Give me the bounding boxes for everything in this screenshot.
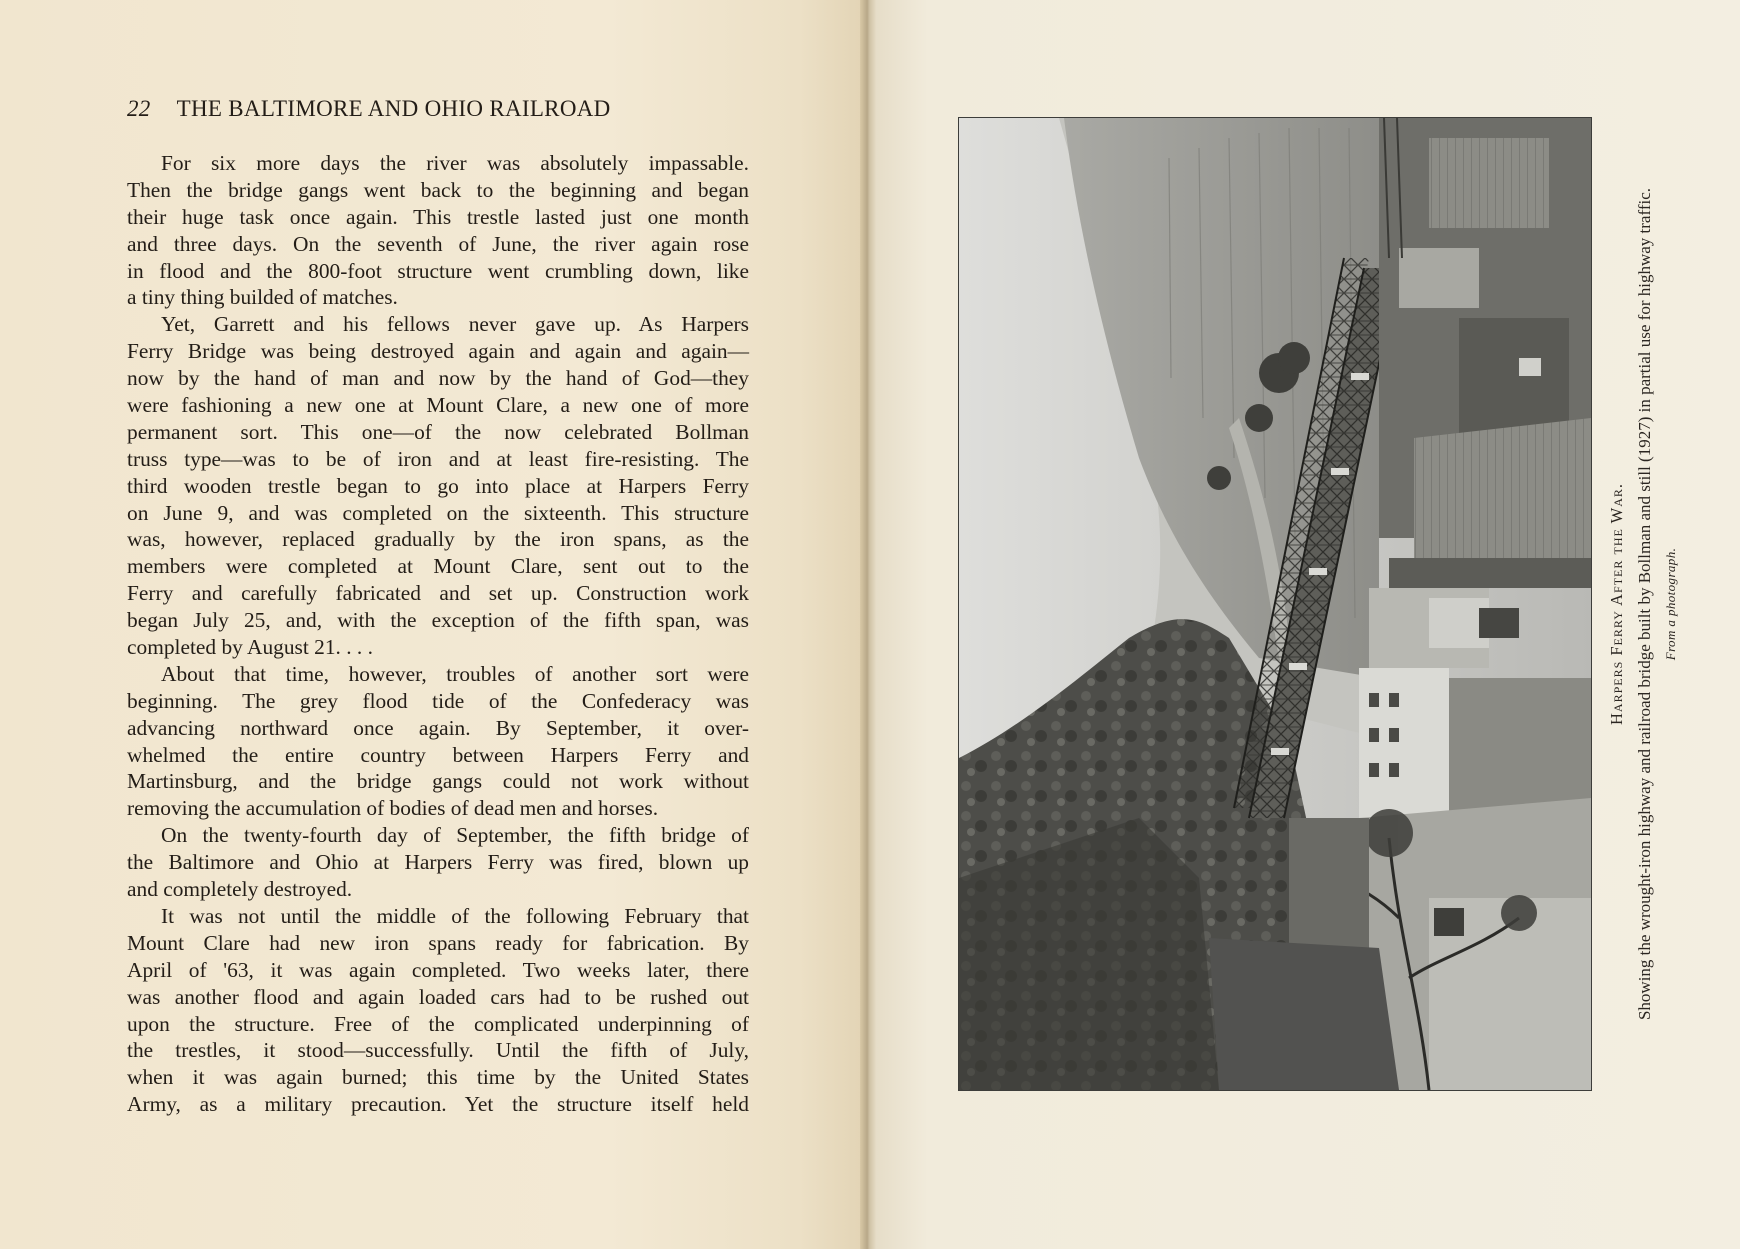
harpers-ferry-photograph [959,118,1591,1090]
text-line: was another flood and again loaded cars had to be rushed out [127,984,749,1009]
paragraph [127,661,749,822]
running-title: THE BALTIMORE AND OHIO RAILROAD [176,96,611,121]
text-line: members were completed at Mount Clare, sent out to the [127,554,749,579]
text-line: were fashioning a new one at Mount Clare, a new one of more [127,393,749,418]
paragraph [127,311,749,661]
text-line: and three days. On the seventh of June, the river again rose [127,231,749,256]
text-line: in flood and the 800-foot structure went crumbling down, like [127,258,749,283]
text-line: beginning. The grey flood tide of the Confederacy was [127,688,749,713]
text-line: third wooden trestle began to go into place at Harpers Ferry [127,473,749,498]
text-line: and completely destroyed. [127,877,353,902]
plate-caption [1604,118,1682,1090]
text-line: the trestles, it stood—successfully. Until the fifth of July, [127,1038,749,1063]
text-line: upon the structure. Free of the complicated underpinning of [127,1011,749,1036]
text-line: Mount Clare had new iron spans ready for fabrication. By [127,930,749,955]
left-page [0,0,868,1249]
text-line: On the twenty-fourth day of September, the fifth bridge of [161,823,749,848]
text-line: permanent sort. This one—of the now celebrated Bollman [127,419,749,444]
text-line: Ferry and carefully fabricated and set up. Construction work [127,581,749,606]
paragraph [127,150,749,311]
page-number: 22 [127,96,151,121]
text-line: truss type—was to be of iron and at least fire-resisting. The [127,446,749,471]
text-line: a tiny thing builded of matches. [127,285,398,310]
text-line: It was not until the middle of the following February that [161,903,749,928]
paragraph [127,903,749,1118]
body-text [127,150,749,1118]
paragraph [127,822,749,903]
text-line: April of '63, it was again completed. Two weeks later, there [127,957,749,982]
book-gutter [860,0,876,1249]
text-line: advancing northward once again. By September, it over- [127,715,749,740]
text-line: About that time, however, troubles of another sort were [161,661,749,686]
text-line: Martinsburg, and the bridge gangs could not work without [127,769,749,794]
text-line: whelmed the entire country between Harpers Ferry and [127,742,749,767]
text-line: their huge task once again. This trestle lasted just one month [127,204,749,229]
text-line: Yet, Garrett and his fellows never gave up. As Harpers [161,312,749,337]
text-line: on June 9, and was completed on the sixteenth. This structure [127,500,749,525]
running-head [127,96,749,122]
text-line: Army, as a military precaution. Yet the structure itself held [127,1092,749,1117]
text-line: Ferry Bridge was being destroyed again and again and again— [127,339,749,364]
caption-description: Showing the wrought-iron highway and railroad bridge built by Bollman and still (1927) in partial use for highway traffic. [1635,187,1654,1021]
text-line: For six more days the river was absolutely impassable. [161,151,749,175]
text-line: completed by August 21. . . . [127,635,373,660]
text-line: began July 25, and, with the exception of the fifth span, was [127,608,749,633]
text-line: removing the accumulation of bodies of dead men and horses. [127,796,659,821]
text-line: now by the hand of man and now by the hand of God—they [127,366,749,391]
caption-title: Harpers Ferry After the War. [1607,482,1626,726]
text-line: the Baltimore and Ohio at Harpers Ferry was fired, blown up [127,850,749,875]
text-line: Then the bridge gangs went back to the beginning and began [127,177,749,202]
caption-credit: From a photograph. [1663,547,1678,661]
text-line: when it was again burned; this time by the United States [127,1065,749,1090]
text-line: was, however, replaced gradually by the iron spans, as the [127,527,749,552]
